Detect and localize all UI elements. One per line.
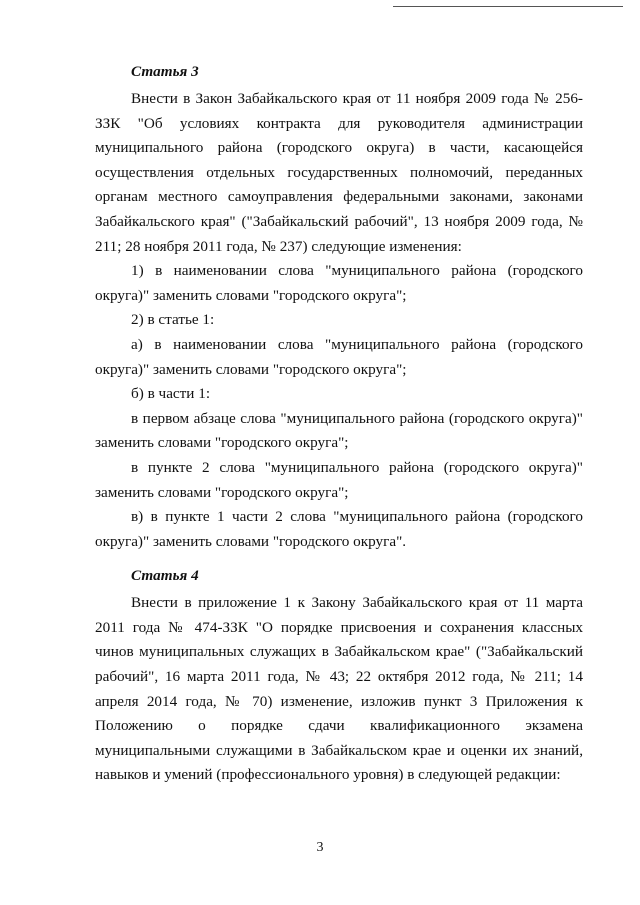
article-3-heading: Статья 3 xyxy=(131,63,199,80)
article-3-intro: Внести в Закон Забайкальского края от 11 ноября 2009 года № 256-ЗЗК "Об условиях контракта для руководителя администрации муниципального района (городского округа) в части, касающейся осуществления отдельных государственных полномочий, переданных органам местного самоуправления федеральными законами, законами Забайкальского края" ("Забайкальский рабочий", 13 ноября 2009 года, № 211; 28 ноября 2011 года, № 237) следующие изменения: xyxy=(95,90,583,255)
article-3-item-4: б) в части 1: xyxy=(131,385,211,403)
article-4-intro: Внести в приложение 1 к Закону Забайкальского края от 11 марта 2011 года № 474-ЗЗК "О порядке присвоения и сохранения классных чинов муниципальных служащих в Забайкальском крае" ("Забайкальский рабочий", 16 марта 2011 года, № 43; 22 октября 2012 года, № 211; 14 апреля 2014 года, № 70) изменение, изложив пункт 3 Приложения к Положению о порядке сдачи квалификационного экзамена муниципальными служащими в Забайкальском крае и оценки их знаний, навыков и умений (профессионального уровня) в следующей редакции: xyxy=(95,594,583,784)
article-4-heading: Статья 4 xyxy=(131,567,199,585)
article-3-item-6: в пункте 2 слова "муниципального района (городского округа)" заменить словами "городского округа"; xyxy=(95,458,583,501)
article-3-item-5: в первом абзаце слова "муниципального района (городского округа)" заменить словами "городского округа"; xyxy=(95,409,583,452)
scan-border-line xyxy=(393,6,623,7)
article-3-item-2: 2) в статье 1: xyxy=(131,311,215,329)
article-3-item-1: 1) в наименовании слова "муниципального района (городского округа)" заменить словами "городского округа"; xyxy=(95,262,583,304)
page-number: 3 xyxy=(316,840,324,855)
document-page xyxy=(95,60,583,788)
article-3-item-3: а) в наименовании слова "муниципального района (городского округа)" заменить словами "городского округа"; xyxy=(95,335,583,378)
article-3-item-7: в) в пункте 1 части 2 слова "муниципального района (городского округа)" заменить словами "городского округа". xyxy=(95,508,583,550)
